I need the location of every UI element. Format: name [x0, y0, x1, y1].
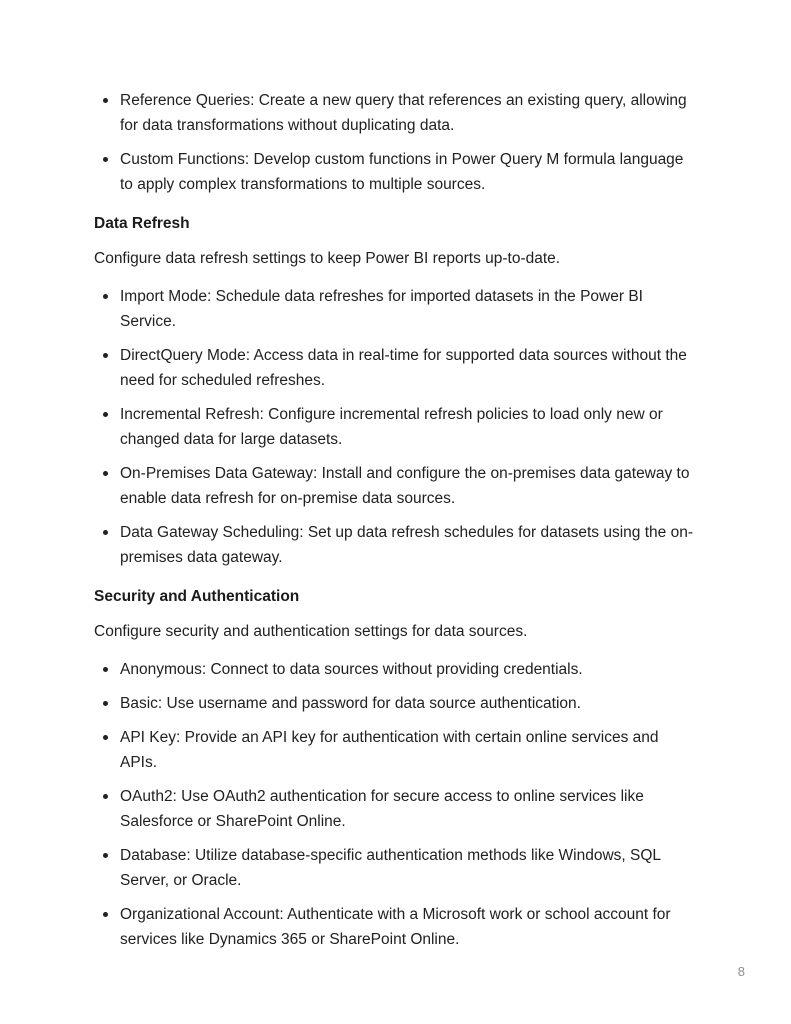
bullet-item: Data Gateway Scheduling: Set up data refresh schedules for datasets using the on-premises data gateway. — [94, 520, 697, 570]
bullet-item: Basic: Use username and password for data source authentication. — [94, 691, 697, 716]
document-content — [94, 88, 697, 952]
data-refresh-bullet-list — [94, 284, 697, 570]
bullet-item: Database: Utilize database-specific authentication methods like Windows, SQL Server, or Oracle. — [94, 843, 697, 893]
security-bullet-list — [94, 657, 697, 952]
leading-bullet-list — [94, 88, 697, 197]
bullet-item: Incremental Refresh: Configure incremental refresh policies to load only new or changed data for large datasets. — [94, 402, 697, 452]
bullet-item: On-Premises Data Gateway: Install and configure the on-premises data gateway to enable data refresh for on-premise data sources. — [94, 461, 697, 511]
section-heading-security: Security and Authentication — [94, 588, 300, 605]
section-heading-data-refresh: Data Refresh — [94, 215, 190, 232]
bullet-item: OAuth2: Use OAuth2 authentication for secure access to online services like Salesforce or SharePoint Online. — [94, 784, 697, 834]
page-number: 8 — [737, 964, 745, 979]
bullet-item: DirectQuery Mode: Access data in real-time for supported data sources without the need for scheduled refreshes. — [94, 343, 697, 393]
bullet-item: Custom Functions: Develop custom functions in Power Query M formula language to apply complex transformations to multiple sources. — [94, 147, 697, 197]
bullet-item: Import Mode: Schedule data refreshes for imported datasets in the Power BI Service. — [94, 284, 697, 334]
bullet-item: Anonymous: Connect to data sources without providing credentials. — [94, 657, 697, 682]
bullet-item: Organizational Account: Authenticate with a Microsoft work or school account for services like Dynamics 365 or SharePoint Online. — [94, 902, 697, 952]
bullet-item: Reference Queries: Create a new query that references an existing query, allowing for data transformations without duplicating data. — [94, 88, 697, 138]
section-intro-data-refresh: Configure data refresh settings to keep Power BI reports up-to-date. — [94, 250, 561, 267]
section-intro-security: Configure security and authentication settings for data sources. — [94, 623, 528, 640]
bullet-item: API Key: Provide an API key for authentication with certain online services and APIs. — [94, 725, 697, 775]
